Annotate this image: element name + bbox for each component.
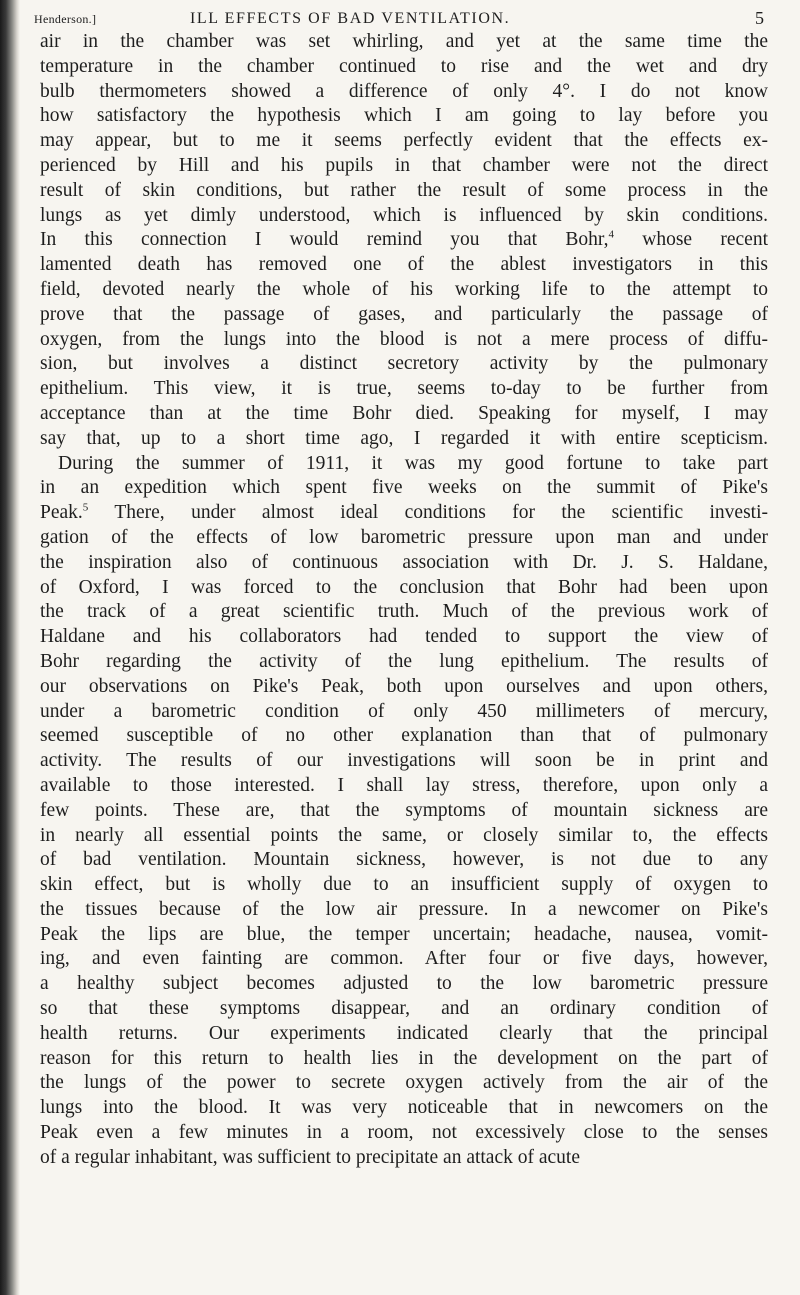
text-line: in an expedition which spent five weeks on the summit of Pike's	[40, 477, 768, 499]
text-line: During the summer of 1911, it was my good fortune to take part	[58, 452, 768, 474]
text-line: gation of the effects of low barometric pressure upon man and under	[40, 526, 768, 548]
text-line: may appear, but to me it seems perfectly evident that the effects ex-	[40, 130, 768, 152]
text-segment: There, under almost ideal conditions for the scientific investi-	[88, 502, 768, 524]
body-text	[40, 30, 768, 1171]
text-line: say that, up to a short time ago, I regarded it with entire scepticism.	[40, 427, 768, 449]
text-line: the tissues because of the low air pressure. In a newcomer on Pike's	[40, 898, 768, 920]
text-line: perienced by Hill and his pupils in that chamber were not the direct	[40, 154, 768, 176]
text-line: acceptance than at the time Bohr died. Speaking for myself, I may	[40, 402, 768, 424]
text-line: available to those interested. I shall lay stress, therefore, upon only a	[40, 774, 768, 796]
text-line: oxygen, from the lungs into the blood is not a mere process of diffu-	[40, 328, 768, 350]
running-head	[34, 4, 774, 32]
text-line: ing, and even fainting are common. After four or five days, however,	[40, 948, 768, 970]
text-line: how satisfactory the hypothesis which I am going to lay before you	[40, 105, 768, 127]
text-line: our observations on Pike's Peak, both upon ourselves and upon others,	[40, 675, 768, 697]
text-line: lungs as yet dimly understood, which is influenced by skin conditions.	[40, 204, 768, 226]
text-line: lamented death has removed one of the ablest investigators in this	[40, 254, 768, 276]
text-segment: In this connection I would remind you that Bohr,	[40, 229, 609, 251]
text-line: air in the chamber was set whirling, and yet at the same time the	[40, 31, 768, 52]
text-line: the track of a great scientific truth. Much of the previous work of	[40, 601, 768, 623]
text-line: reason for this return to health lies in the development on the part of	[40, 1047, 768, 1069]
text-line: few points. These are, that the symptoms of mountain sickness are	[40, 799, 768, 821]
text-line: temperature in the chamber continued to rise and the wet and dry	[40, 55, 768, 77]
text-line: health returns. Our experiments indicated clearly that the principal	[40, 1022, 768, 1044]
footnote-ref: 5	[82, 501, 89, 514]
text-line: sion, but involves a distinct secretory activity by the pulmonary	[40, 353, 768, 375]
text-line: the inspiration also of continuous association with Dr. J. S. Haldane,	[40, 551, 768, 573]
page-number: 5	[755, 8, 764, 28]
text-line: so that these symptoms disappear, and an ordinary condition of	[40, 998, 768, 1020]
text-line: epithelium. This view, it is true, seems to-day to be further from	[40, 378, 768, 400]
text-segment: whose recent	[613, 229, 769, 251]
text-line: the lungs of the power to secrete oxygen actively from the air of the	[40, 1072, 768, 1094]
running-head-author: Henderson.]	[34, 12, 97, 26]
text-line	[40, 228, 768, 253]
text-line: bulb thermometers showed a difference of only 4°. I do not know	[40, 80, 768, 102]
text-line: Peak the lips are blue, the temper uncertain; headache, nausea, vomit-	[40, 923, 768, 945]
text-line: Haldane and his collaborators had tended to support the view of	[40, 626, 768, 648]
text-line: Bohr regarding the activity of the lung epithelium. The results of	[40, 650, 768, 672]
text-line: of bad ventilation. Mountain sickness, however, is not due to any	[40, 849, 768, 871]
text-line: Peak even a few minutes in a room, not excessively close to the senses	[40, 1122, 768, 1144]
running-head-title: ILL EFFECTS OF BAD VENTILATION.	[190, 10, 511, 27]
text-line: of Oxford, I was forced to the conclusion that Bohr had been upon	[40, 576, 768, 598]
footnote-ref: 4	[608, 228, 614, 241]
text-line: lungs into the blood. It was very noticeable that in newcomers on the	[40, 1097, 768, 1119]
text-line: of a regular inhabitant, was sufficient to precipitate an attack of acute	[40, 1146, 580, 1168]
text-line: in nearly all essential points the same, or closely similar to, the effects	[40, 824, 768, 846]
text-segment: Peak.	[40, 502, 83, 524]
text-line: skin effect, but is wholly due to an insufficient supply of oxygen to	[40, 874, 768, 896]
text-line: a healthy subject becomes adjusted to the low barometric pressure	[40, 973, 768, 995]
text-line: field, devoted nearly the whole of his working life to the attempt to	[40, 278, 768, 300]
text-line: prove that the passage of gases, and particularly the passage of	[40, 303, 768, 325]
text-line	[40, 501, 768, 526]
text-line: under a barometric condition of only 450 millimeters of mercury,	[40, 700, 768, 722]
text-line: seemed susceptible of no other explanation than that of pulmonary	[40, 725, 768, 747]
text-line: result of skin conditions, but rather the result of some process in the	[40, 179, 768, 201]
page-binding-edge	[0, 0, 20, 1295]
text-line: activity. The results of our investigations will soon be in print and	[40, 750, 768, 772]
